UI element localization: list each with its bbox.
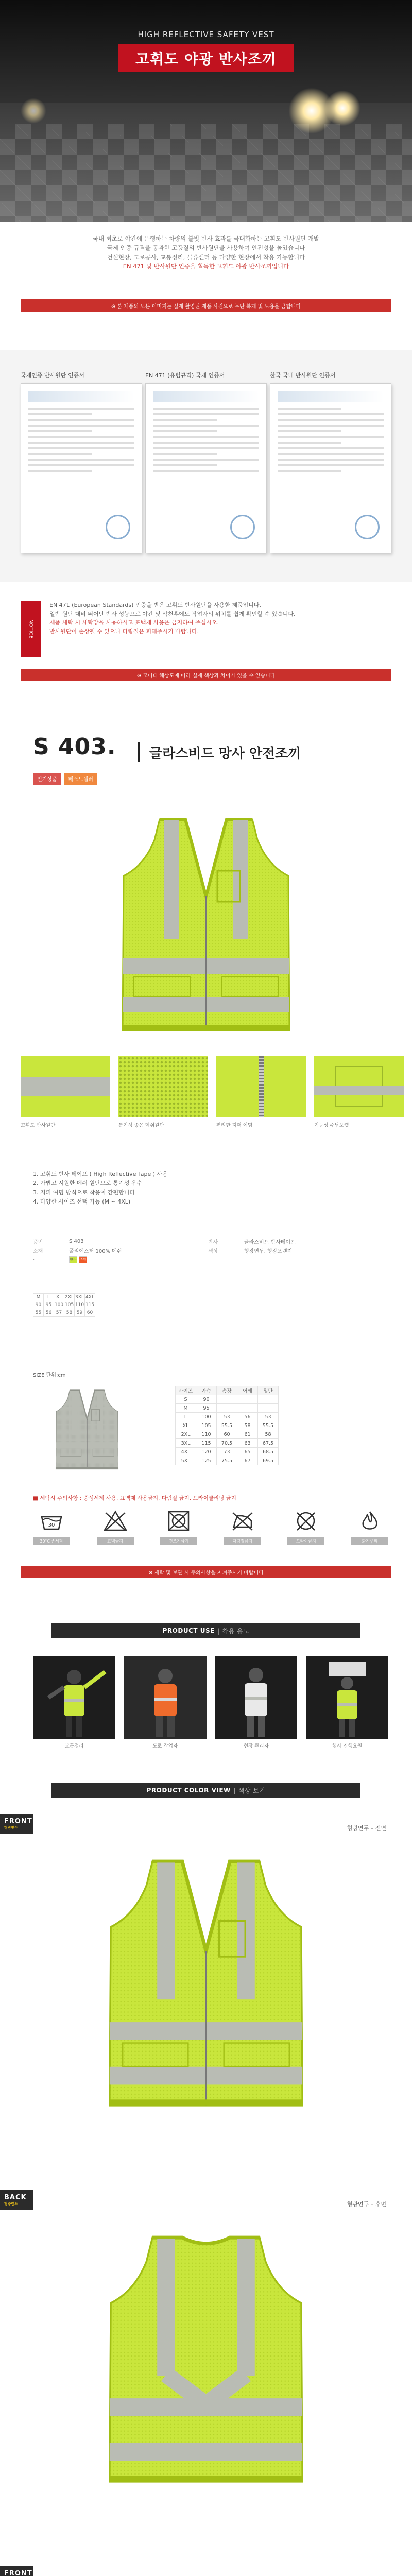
notice-mark: NOTICE [21,601,41,657]
table-cell: XL [176,1421,196,1430]
reflective-strap-left [157,2239,175,2376]
section-banner-color [52,1783,360,1798]
usage-caption: 행사 진행요원 [332,1743,363,1749]
color-swatch: 주황 [79,1256,87,1263]
reflective-band-upper [110,2398,302,2416]
vest-hem [110,2476,302,2482]
detail-image-mesh [118,1056,208,1117]
table-cell: 53 [258,1413,279,1421]
badge-text: FRONT [4,2569,32,2576]
table-cell: 70.5 [217,1439,237,1448]
divider [138,742,140,762]
section-title: PRODUCT COLOR VIEW [146,1787,231,1794]
table-cell: 61 [237,1430,258,1439]
detail-caption: 기능성 수납포켓 [314,1123,349,1128]
table-row [33,1301,95,1309]
detail-image-zipper [216,1056,306,1117]
spec-row [33,1236,388,1246]
badge-text: FRONT [4,1817,32,1825]
worker-silhouette [306,1656,388,1739]
spec-grid [33,1236,388,1264]
certificate-card [145,371,267,553]
table-cell: XL [54,1294,64,1301]
detail-caption: 고휘도 반사원단 [21,1123,56,1128]
care-caption: 화기주의 [351,1537,388,1545]
reflective-band-lower [110,2443,302,2461]
color-view-image [82,1850,330,2117]
care-caption: 건조기금지 [160,1537,197,1545]
vest-hem [110,2099,302,2106]
vest-hem [56,1467,118,1469]
detail-item [118,1056,208,1128]
spec-value: 형광연두, 형광오렌지 [244,1248,293,1255]
table-cell: 63 [237,1439,258,1448]
table-row [33,1294,95,1301]
color-view-label: 형광연두 – 후면 [347,2201,386,2208]
table-cell: 55 [33,1309,44,1317]
usage-caption: 교통정리 [64,1743,84,1749]
certificate-document [21,383,142,553]
care-bar: ※ 세탁 및 보관 시 주의사항을 지켜주시기 바랍니다 [21,1566,391,1578]
usage-gallery [33,1656,388,1749]
certificate-document [145,383,267,553]
table-cell: 110 [196,1430,217,1439]
no-iron-icon [230,1510,255,1532]
care-caption: 30°C 손세탁 [33,1537,70,1545]
feature-item: 4. 다양한 사이즈 선택 가능 (M ~ 4XL) [33,1198,131,1205]
usage-item [215,1656,297,1749]
section-banner-use [52,1623,360,1638]
table-cell: 2XL [176,1430,196,1439]
table-cell: 5XL [176,1456,196,1465]
table-cell: 68.5 [258,1448,279,1456]
table-cell: 75.5 [217,1456,237,1465]
table-header-cell: 밑단 [258,1386,279,1395]
certificate-card [270,371,391,553]
table-cell: 58 [258,1430,279,1439]
certificate-label: 한국 국내 반사원단 인증서 [270,372,336,379]
product-name: 글라스비드 망사 안전조끼 [149,746,301,761]
table-cell: 105 [64,1301,75,1309]
table-row [176,1413,279,1421]
section-title: PRODUCT USE [162,1627,215,1634]
detail-caption: 편리한 지퍼 여밈 [216,1123,253,1128]
table-cell: M [33,1294,44,1301]
table-cell: 90 [196,1395,217,1404]
table-cell [217,1395,237,1404]
certificates-section [0,350,412,582]
spec-value: S 403 [69,1238,84,1244]
feature-item: 2. 가볍고 시원한 메쉬 원단으로 통기성 우수 [33,1180,143,1187]
care-caption: 표백금지 [97,1537,134,1545]
notice-bar: ※ 모니터 해상도에 따라 실제 색상과 차이가 있을 수 있습니다 [21,669,391,681]
table-header-cell: 어깨 [237,1386,258,1395]
usage-item [306,1656,388,1749]
table-row [176,1430,279,1439]
intro-line: 국내 최초로 야간에 운행하는 차량의 불빛 반사 효과를 극대화하는 고휘도 반사원단 개발 [92,235,320,242]
size-measure-table [175,1386,279,1465]
feature-item: 3. 지퍼 여밈 방식으로 착용이 간편합니다 [33,1189,135,1196]
usage-photo [306,1656,388,1739]
table-cell: 67 [237,1456,258,1465]
spec-row [33,1246,388,1255]
color-view-label: 형광연두 – 전면 [347,1825,386,1832]
care-note: ■ 세탁시 주의사항 : 중성세제 사용, 표백제 사용금지, 다림질 금지, 드라이클리닝 금지 [33,1495,236,1501]
size-chart-small [33,1293,95,1317]
care-icons [33,1510,388,1545]
detail-caption: 통기성 좋은 메쉬원단 [118,1123,164,1128]
product-header [0,721,412,799]
table-cell: S [176,1395,196,1404]
certificate-card [21,371,142,553]
view-badge-back [0,2190,33,2210]
usage-item [124,1656,207,1749]
product-tags [33,773,97,785]
headlight-glow [324,90,360,126]
notice-line: 일반 원단 대비 뛰어난 반사 성능으로 야간 및 악천후에도 작업자의 위치를 쉽게 확인할 수 있습니다. [49,611,296,617]
table-cell: 56 [44,1309,54,1317]
main-vest-image [103,809,309,1041]
no-bleach-icon [102,1510,128,1532]
notice-warning-line: 반사원단이 손상될 수 있으니 다림질은 피해주시기 바랍니다. [49,628,199,635]
table-cell: 125 [196,1456,217,1465]
section-title-ko: | 색상 보기 [233,1787,266,1794]
size-measure-body [176,1395,279,1465]
hand-wash-icon [39,1510,64,1532]
table-cell: 67.5 [258,1439,279,1448]
table-cell: 110 [75,1301,85,1309]
reflective-strap-right [237,2239,255,2376]
product-code: S 403. [33,734,116,760]
spec-key: 소재 [33,1248,43,1255]
headlight-glow [21,98,46,124]
copyright-bar: ※ 본 제품의 모든 이미지는 실제 촬영된 제품 사진으로 무단 복제 및 도용을 금합니다 [21,299,391,312]
no-dryclean-icon [293,1510,319,1532]
view-badge-front [0,2566,33,2576]
spec-key: · [33,1257,35,1263]
table-cell: 57 [54,1309,64,1317]
feature-list [33,1170,388,1207]
table-cell: 58 [237,1421,258,1430]
usage-item [33,1656,115,1749]
care-item [160,1510,197,1545]
reflective-strap-left [71,1391,77,1435]
detail-strip [0,1056,412,1144]
svg-text:30: 30 [48,1522,55,1528]
section-title-ko: | 착용 용도 [217,1627,250,1635]
measure-figure [33,1386,141,1473]
worker-silhouette [33,1656,115,1739]
table-cell: 73 [217,1448,237,1456]
table-cell [237,1404,258,1413]
spec-value: 폴리에스터 100% 메쉬 [69,1248,122,1255]
hero-title: 고휘도 야광 반사조끼 [135,50,277,67]
care-item [351,1510,388,1545]
table-cell: 100 [54,1301,64,1309]
table-cell: 53 [217,1413,237,1421]
table-header-cell: 사이즈 [176,1386,196,1395]
table-header-row [176,1386,279,1395]
product-tag: 인기상품 [33,773,61,785]
worker-silhouette [215,1656,297,1739]
table-cell: 100 [196,1413,217,1421]
detail-item [216,1056,306,1128]
table-cell [237,1395,258,1404]
table-cell: 58 [64,1309,75,1317]
notice-text [49,601,391,636]
table-cell: 55.5 [258,1421,279,1430]
care-caption: 다림질금지 [224,1537,261,1545]
table-cell [258,1395,279,1404]
badge-subtext: 형광연두 [4,2201,19,2206]
usage-caption: 현장 관리자 [243,1743,269,1749]
care-item [287,1510,324,1545]
flame-icon [357,1510,383,1532]
view-badge-front [0,1814,33,1834]
detail-image-reflective [21,1056,110,1117]
seal-icon [106,515,130,539]
detail-item [314,1056,404,1128]
table-cell: 2XL [64,1294,75,1301]
table-cell: 60 [85,1309,95,1317]
vest-green-front [82,1850,330,2117]
reflective-strap-left [164,820,179,939]
table-cell: 3XL [75,1294,85,1301]
product-tag: 베스트셀러 [64,773,97,785]
seal-icon [355,515,380,539]
table-cell: 90 [33,1301,44,1309]
usage-photo [215,1656,297,1739]
table-row [176,1404,279,1413]
usage-photo [33,1656,115,1739]
table-cell: M [176,1404,196,1413]
spec-row [33,1255,388,1264]
spec-key: 색상 [208,1248,218,1255]
table-cell [258,1404,279,1413]
badge-text: BACK [4,2193,27,2201]
care-item [33,1510,70,1545]
feature-item: 1. 고휘도 반사 테이프 ( High Reflective Tape ) 사용 [33,1171,168,1177]
table-cell: 115 [196,1439,217,1448]
care-caption: 드라이금지 [287,1537,324,1545]
intro-highlight-line: EN 471 및 반사원단 인증을 획득한 고휘도 야광 반사조끼입니다 [123,263,289,270]
table-cell: L [44,1294,54,1301]
table-cell: 3XL [176,1439,196,1448]
table-cell: 56 [237,1413,258,1421]
notice-section [0,582,412,685]
vest-green-back [82,2226,330,2494]
table-cell: 55.5 [217,1421,237,1430]
table-cell: 115 [85,1301,95,1309]
hero-eyebrow: HIGH REFLECTIVE SAFETY VEST [138,30,274,39]
table-cell: 105 [196,1421,217,1430]
table-cell: L [176,1413,196,1421]
table-cell: 95 [44,1301,54,1309]
table-cell: 4XL [85,1294,95,1301]
table-row [176,1439,279,1448]
table-row [176,1421,279,1430]
spec-key: 반사 [208,1239,218,1245]
table-header-cell: 가슴 [196,1386,217,1395]
spec-key: 품번 [33,1239,43,1245]
hero-checkered-floor [0,124,412,222]
spec-value: 글라스비드 반사테이프 [244,1239,296,1245]
table-cell [217,1404,237,1413]
care-item [97,1510,134,1545]
color-view-image [82,2226,330,2494]
measure-title: SIZE 단위:cm [33,1372,66,1378]
hero-title-box [118,44,294,72]
worker-silhouette [124,1656,207,1739]
hero-banner [0,0,412,222]
certificate-label: 국제인증 반사원단 인증서 [21,372,84,379]
notice-warning-line: 제품 세탁 시 세탁망을 사용하시고 표백제 사용은 금지하여 주십시오. [49,619,219,626]
table-cell: 60 [217,1430,237,1439]
certificate-label: EN 471 (유럽규격) 국제 인증서 [145,372,225,379]
table-cell: 65 [237,1448,258,1456]
intro-section [0,222,412,335]
seal-icon [230,515,255,539]
intro-line: 국제 인증 규격을 통과한 고품질의 반사원단을 사용하여 안전성을 높였습니다 [107,244,305,251]
badge-subtext: 형광연두 [4,1825,19,1830]
table-cell: 4XL [176,1448,196,1456]
vest-front-illustration [103,809,309,1041]
table-row [176,1395,279,1404]
certificate-document [270,383,391,553]
table-row [176,1456,279,1465]
notice-line: EN 471 (European Standards) 인증을 받은 고휘도 반사원단을 사용한 제품입니다. [49,602,262,608]
vest-measure-illustration [33,1386,141,1473]
table-row [33,1309,95,1317]
intro-line: 건설현장, 도로공사, 교통정리, 물류센터 등 다양한 현장에서 착용 가능합니다 [107,253,305,261]
no-tumble-dry-icon [166,1510,192,1532]
color-swatches [69,1256,87,1263]
detail-image-pocket [314,1056,404,1117]
reflective-strap-left [157,1862,175,1999]
color-swatch: 연두 [69,1256,77,1263]
table-header-cell: 총장 [217,1386,237,1395]
detail-item [21,1056,110,1128]
care-item [224,1510,261,1545]
table-cell: 69.5 [258,1456,279,1465]
vest-hem [123,1025,289,1030]
table-row [176,1448,279,1456]
usage-caption: 도로 작업자 [152,1743,178,1749]
table-cell: 120 [196,1448,217,1456]
table-cell: 59 [75,1309,85,1317]
table-cell: 95 [196,1404,217,1413]
usage-photo [124,1656,207,1739]
